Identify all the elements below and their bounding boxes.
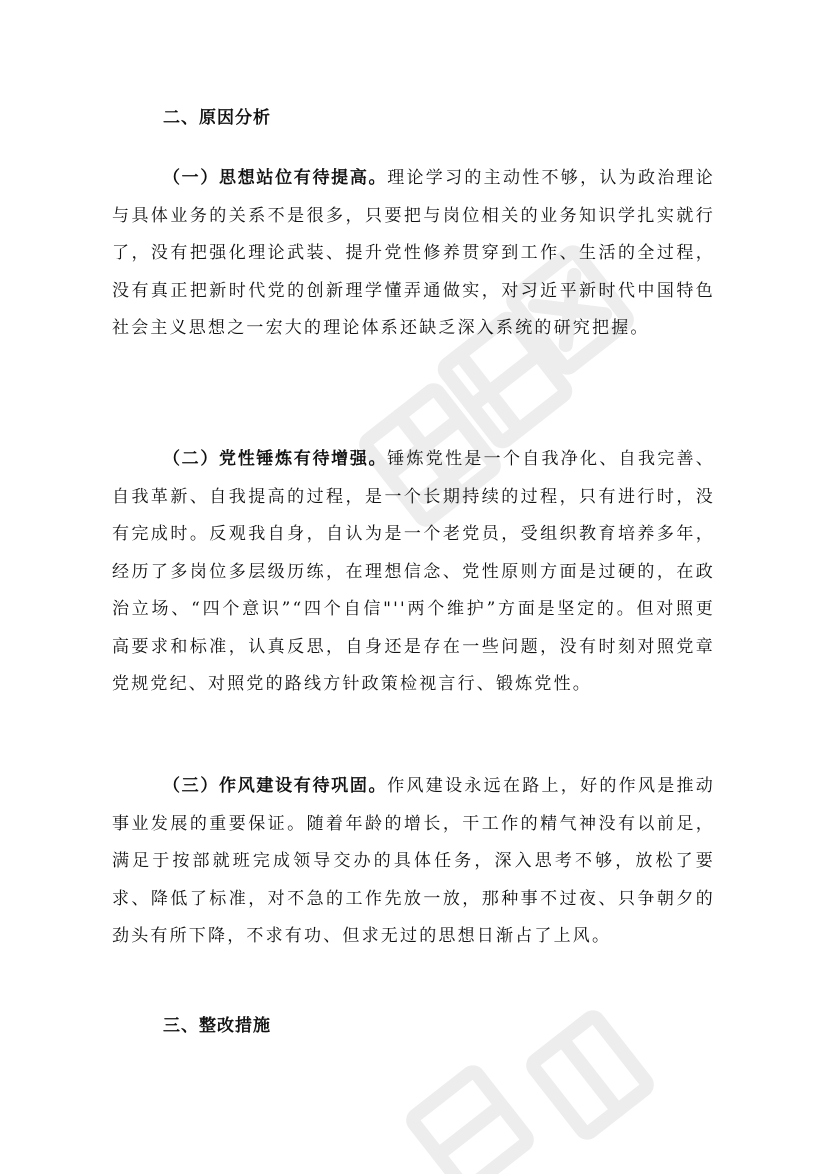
paragraph-work-style xyxy=(112,768,715,956)
paragraph-thought-position xyxy=(112,160,715,348)
paragraph-body: 理论学习的主动性不够，认为政治理论与具体业务的关系不是很多，只要把与岗位相关的业务知识学扎实就行了，没有把强化理论武装、提升党性修养贯穿到工作、生活的全过程，没有真正把新时代党的创新理学懂弄通做实，对习近平新时代中国特色社会主义思想之一宏大的理论体系还缺乏深入系统的研究把握。 xyxy=(112,168,715,338)
paragraph-lead: （一）思想站位有待提高。 xyxy=(163,168,388,188)
paragraph-party-spirit xyxy=(112,441,715,704)
paragraph-body: 作风建设永远在路上，好的作风是推动事业发展的重要保证。随着年龄的增长，干工作的精气神没有以前足，满足于按部就班完成领导交办的具体任务，深入思考不够，放松了要求、降低了标准，对不急的工作先放一放，那种事不过夜、只争朝夕的劲头有所下降，不求有功、但求无过的思想日渐占了上风。 xyxy=(112,776,715,946)
paragraph-lead: （三）作风建设有待巩固。 xyxy=(163,776,388,796)
watermark-glyph-4 xyxy=(411,1070,529,1174)
paragraph-lead: （二）党性锤炼有待增强。 xyxy=(163,449,388,469)
watermark-glyph-5 xyxy=(531,1015,649,1135)
section-title-rectification: 三、整改措施 xyxy=(163,1016,271,1036)
paragraph-body: 锤炼党性是一个自我净化、自我完善、自我革新、自我提高的过程，是一个长期持续的过程，只有进行时，没有完成时。反观我自身，自认为是一个老党员，受组织教育培养多年，经历了多岗位多层级历练，在理想信念、党性原则方面是过硬的，在政治立场、“四个意识”“四个自信"''两个维护”方面是坚定的。但对照更高要求和标准，认真反思，自身还是存在一些问题，没有时刻对照党章党规党纪、对照党的路线方针政策检视言行、锻炼党性。 xyxy=(112,449,715,694)
section-title-cause-analysis: 二、原因分析 xyxy=(163,108,271,128)
